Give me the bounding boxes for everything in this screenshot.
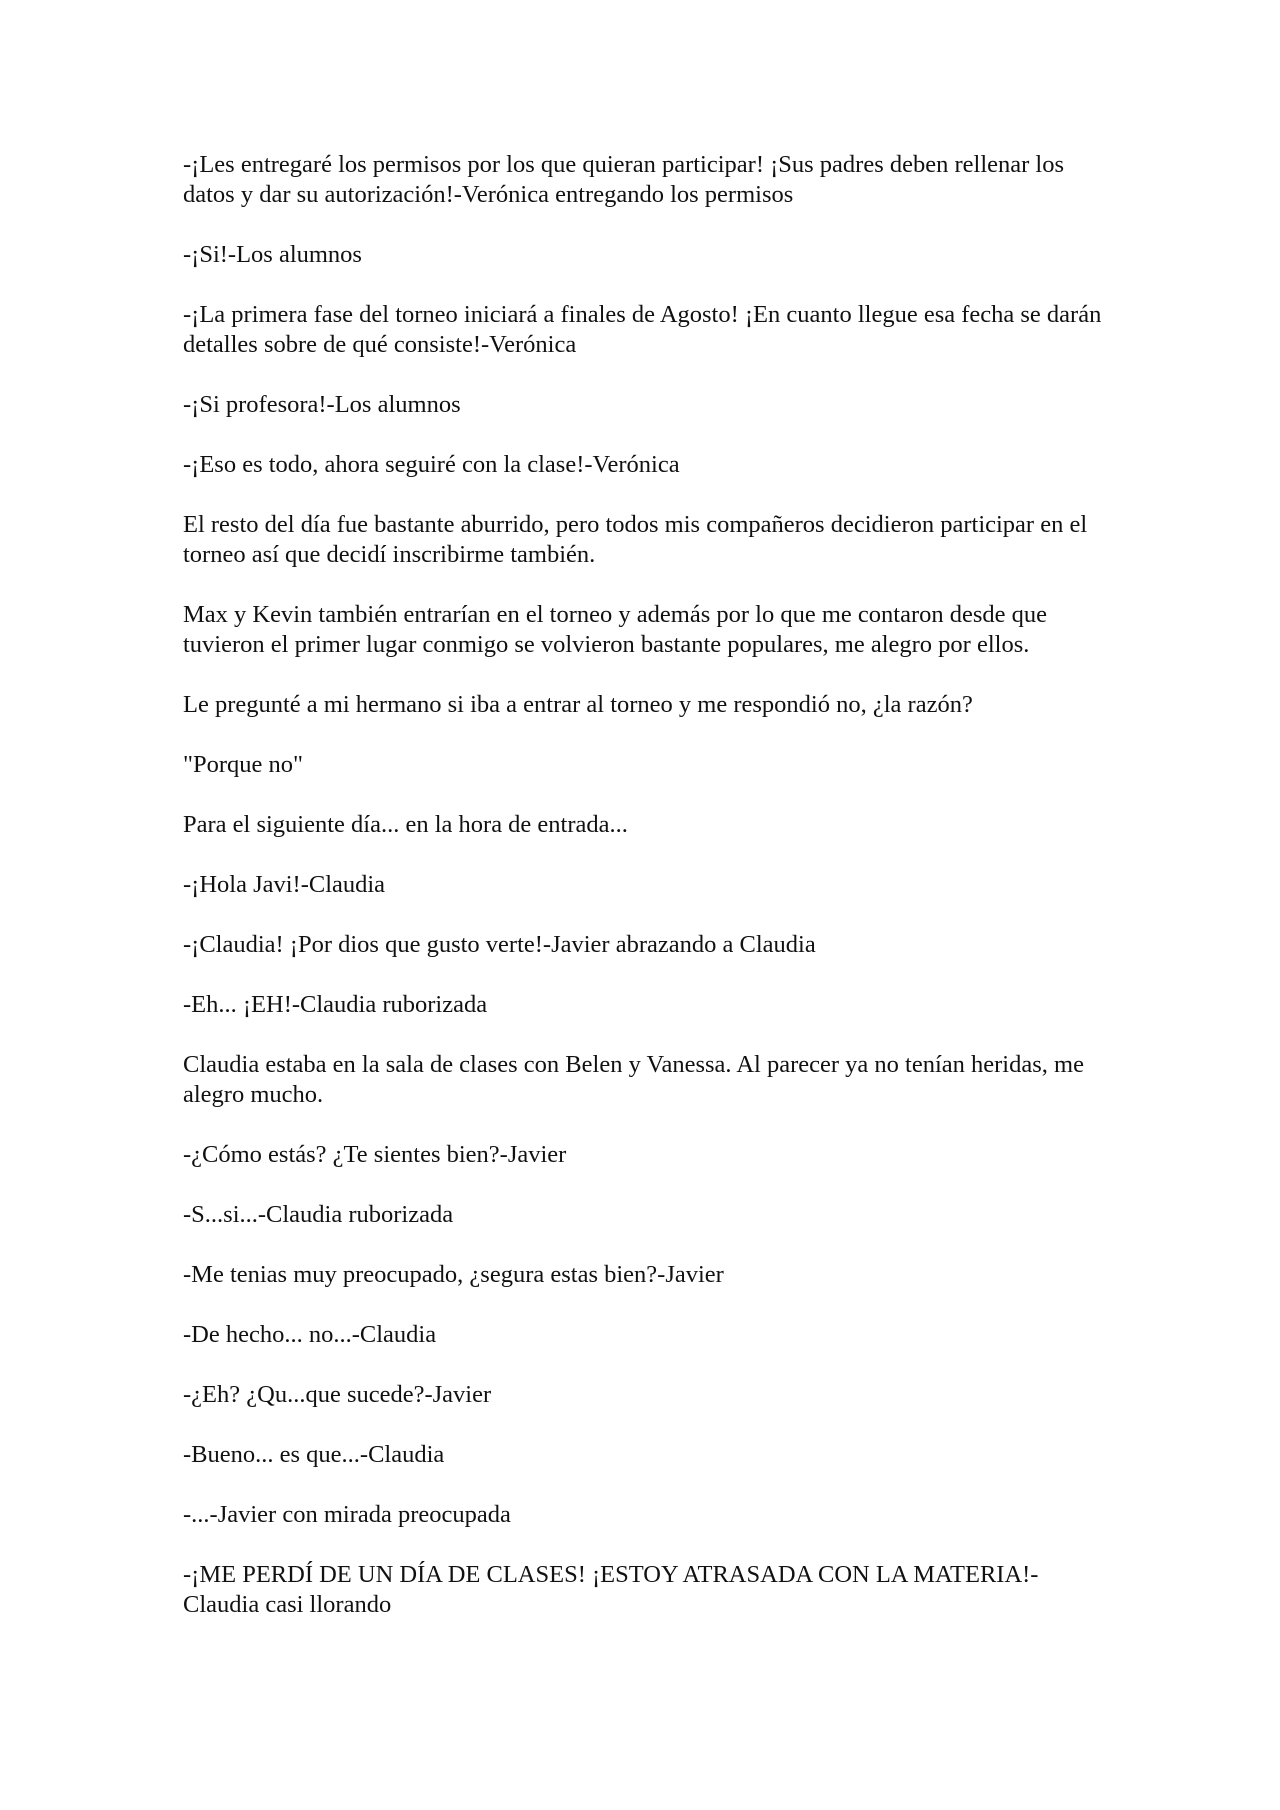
paragraph: Max y Kevin también entrarían en el torneo y además por lo que me contaron desde que tuvieron el primer lugar conmigo se volvieron bastante populares, me alegro por ellos. xyxy=(183,601,1048,658)
paragraph: -¡Claudia! ¡Por dios que gusto verte!-Javier abrazando a Claudia xyxy=(183,931,816,958)
paragraph: -¿Eh? ¿Qu...que sucede?-Javier xyxy=(183,1381,492,1408)
paragraph: -Eh... ¡EH!-Claudia ruborizada xyxy=(183,991,488,1018)
paragraph: -¡Hola Javi!-Claudia xyxy=(183,871,386,898)
paragraph: Claudia estaba en la sala de clases con Belen y Vanessa. Al parecer ya no tenían heridas, me alegro mucho. xyxy=(183,1051,1084,1108)
paragraph: -Me tenias muy preocupado, ¿segura estas bien?-Javier xyxy=(183,1261,724,1288)
paragraph: -¡Les entregaré los permisos por los que quieran participar! ¡Sus padres deben rellenar los datos y dar su autorización!-Verónica entregando los permisos xyxy=(183,151,1065,208)
paragraph: -¡Eso es todo, ahora seguiré con la clase!-Verónica xyxy=(183,451,680,478)
paragraph: "Porque no" xyxy=(183,751,304,778)
paragraph: -¡Si!-Los alumnos xyxy=(183,241,362,268)
paragraph: -¿Cómo estás? ¿Te sientes bien?-Javier xyxy=(183,1141,567,1168)
paragraph: -De hecho... no...-Claudia xyxy=(183,1321,437,1348)
paragraph: El resto del día fue bastante aburrido, pero todos mis compañeros decidieron participar en el torneo así que decidí inscribirme también. xyxy=(183,511,1088,568)
paragraph: -¡La primera fase del torneo iniciará a finales de Agosto! ¡En cuanto llegue esa fecha se darán detalles sobre de qué consiste!-Verónica xyxy=(183,301,1102,358)
paragraph: Para el siguiente día... en la hora de entrada... xyxy=(183,811,628,838)
paragraph: -¡ME PERDÍ DE UN DÍA DE CLASES! ¡ESTOY ATRASADA CON LA MATERIA!-Claudia casi llorando xyxy=(183,1561,1039,1618)
paragraph: -¡Si profesora!-Los alumnos xyxy=(183,391,461,418)
paragraph: Le pregunté a mi hermano si iba a entrar al torneo y me respondió no, ¿la razón? xyxy=(183,691,973,718)
paragraph: -...-Javier con mirada preocupada xyxy=(183,1501,511,1528)
document-body xyxy=(183,150,1103,1650)
paragraph: -S...si...-Claudia ruborizada xyxy=(183,1201,454,1228)
paragraph: -Bueno... es que...-Claudia xyxy=(183,1441,445,1468)
